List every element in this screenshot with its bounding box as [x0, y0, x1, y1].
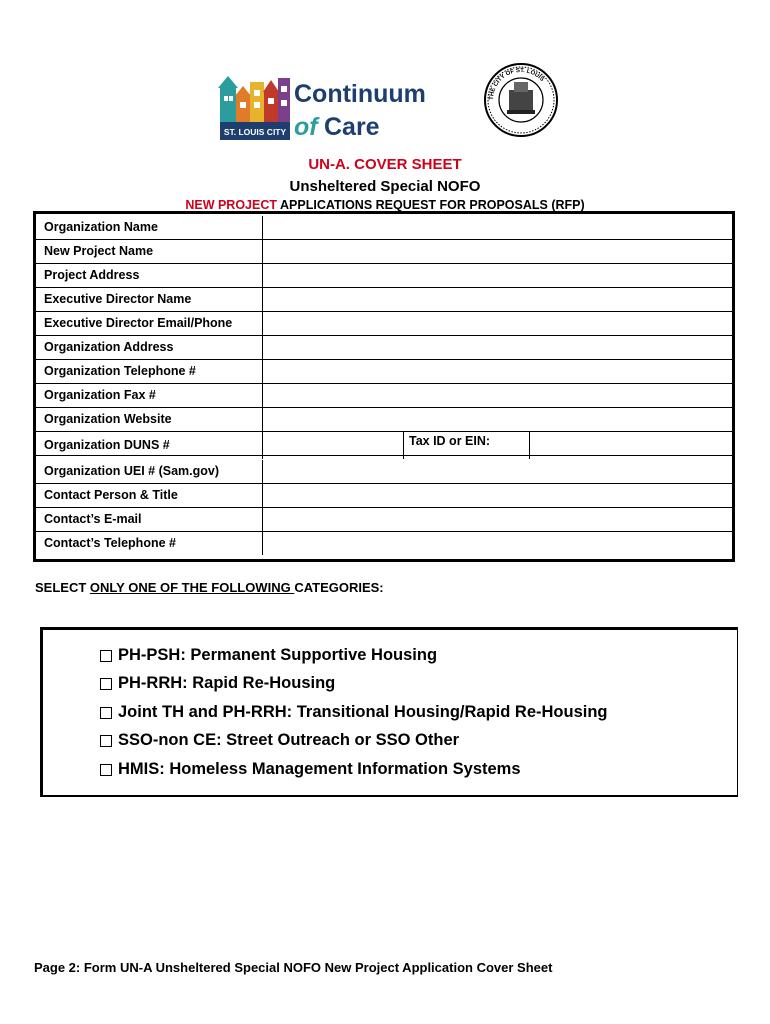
organization-uei-field[interactable] [262, 460, 732, 483]
field-label: Executive Director Name [44, 292, 192, 306]
new-project-name-field[interactable] [262, 240, 732, 263]
category-label: PH-PSH: Permanent Supportive Housing [118, 646, 438, 664]
field-label: Contact Person & Title [44, 488, 178, 502]
logo-line2-care: Care [324, 113, 380, 141]
field-label: Organization Website [44, 412, 172, 426]
field-label: New Project Name [44, 244, 154, 258]
form-row [36, 408, 732, 432]
logo-tag: ST. LOUIS CITY [223, 127, 287, 137]
contact-email-field[interactable] [262, 508, 732, 531]
seal-text: THE CITY OF ST. LOUIS [488, 67, 545, 101]
field-label: Organization Telephone # [44, 364, 196, 378]
form-row [36, 336, 732, 360]
city-seal [483, 62, 559, 138]
field-label: Executive Director Email/Phone [44, 316, 233, 330]
organization-telephone-field[interactable] [262, 360, 732, 383]
category-option[interactable] [100, 760, 521, 779]
checkbox-icon[interactable] [100, 678, 112, 690]
executive-director-email-phone-field[interactable] [262, 312, 732, 335]
page-title: UN-A. COVER SHEET [308, 156, 462, 173]
form-row [36, 460, 732, 484]
page-footer: Page 2: Form UN-A Unsheltered Special NOFO New Project Application Cover Sheet [34, 960, 553, 975]
field-label: Organization UEI # (Sam.gov) [44, 464, 220, 478]
tax-id-field[interactable] [530, 432, 733, 459]
form-row [36, 288, 732, 312]
checkbox-icon[interactable] [100, 707, 112, 719]
field-label: Organization Fax # [44, 388, 156, 402]
form-row [36, 216, 732, 240]
category-label: SSO-non CE: Street Outreach or SSO Other [118, 731, 460, 749]
organization-fax-field[interactable] [262, 384, 732, 407]
form-row [36, 360, 732, 384]
select-post: CATEGORIES: [294, 580, 384, 595]
select-instruction [35, 580, 384, 595]
category-box [40, 627, 738, 797]
organization-website-field[interactable] [262, 408, 732, 431]
executive-director-name-field[interactable] [262, 288, 732, 311]
field-label: Organization Address [44, 340, 174, 354]
field-label: Organization DUNS # [44, 438, 170, 452]
select-pre: SELECT [35, 580, 90, 595]
form-row [36, 384, 732, 408]
category-label: HMIS: Homeless Management Information Systems [118, 760, 521, 778]
tax-id-label: Tax ID or EIN: [409, 434, 491, 448]
organization-duns-field[interactable] [262, 432, 732, 459]
field-label: Project Address [44, 268, 140, 282]
rfp-new-project: NEW PROJECT [185, 198, 278, 212]
organization-name-field[interactable] [262, 216, 732, 239]
form-row [36, 484, 732, 508]
category-label: PH-RRH: Rapid Re-Housing [118, 674, 336, 692]
page-subtitle: Unsheltered Special NOFO [289, 178, 481, 195]
continuum-of-care-logo [218, 72, 428, 142]
logo-line2-of: of [294, 113, 318, 141]
checkbox-icon[interactable] [100, 764, 112, 776]
checkbox-icon[interactable] [100, 735, 112, 747]
select-underlined: ONLY ONE OF THE FOLLOWING [89, 580, 295, 595]
divider [403, 432, 404, 459]
form-row [36, 432, 732, 456]
form-row [36, 508, 732, 532]
form-row [36, 240, 732, 264]
organization-address-field[interactable] [262, 336, 732, 359]
cover-sheet-form [33, 211, 735, 562]
form-row [36, 264, 732, 288]
category-option[interactable] [100, 646, 437, 665]
field-label: Contact’s Telephone # [44, 536, 176, 550]
category-option[interactable] [100, 703, 608, 722]
contact-person-title-field[interactable] [262, 484, 732, 507]
category-option[interactable] [100, 674, 335, 693]
category-option[interactable] [100, 731, 459, 750]
form-row [36, 532, 732, 556]
field-label: Organization Name [44, 220, 158, 234]
project-address-field[interactable] [262, 264, 732, 287]
rfp-rest: APPLICATIONS REQUEST FOR PROPOSALS (RFP) [277, 198, 585, 212]
form-row [36, 312, 732, 336]
category-label: Joint TH and PH-RRH: Transitional Housing/Rapid Re-Housing [118, 703, 608, 721]
contact-telephone-field[interactable] [262, 532, 732, 555]
logo-line1: Continuum [294, 80, 426, 108]
field-label: Contact’s E-mail [44, 512, 142, 526]
rfp-heading [0, 198, 770, 212]
checkbox-icon[interactable] [100, 650, 112, 662]
